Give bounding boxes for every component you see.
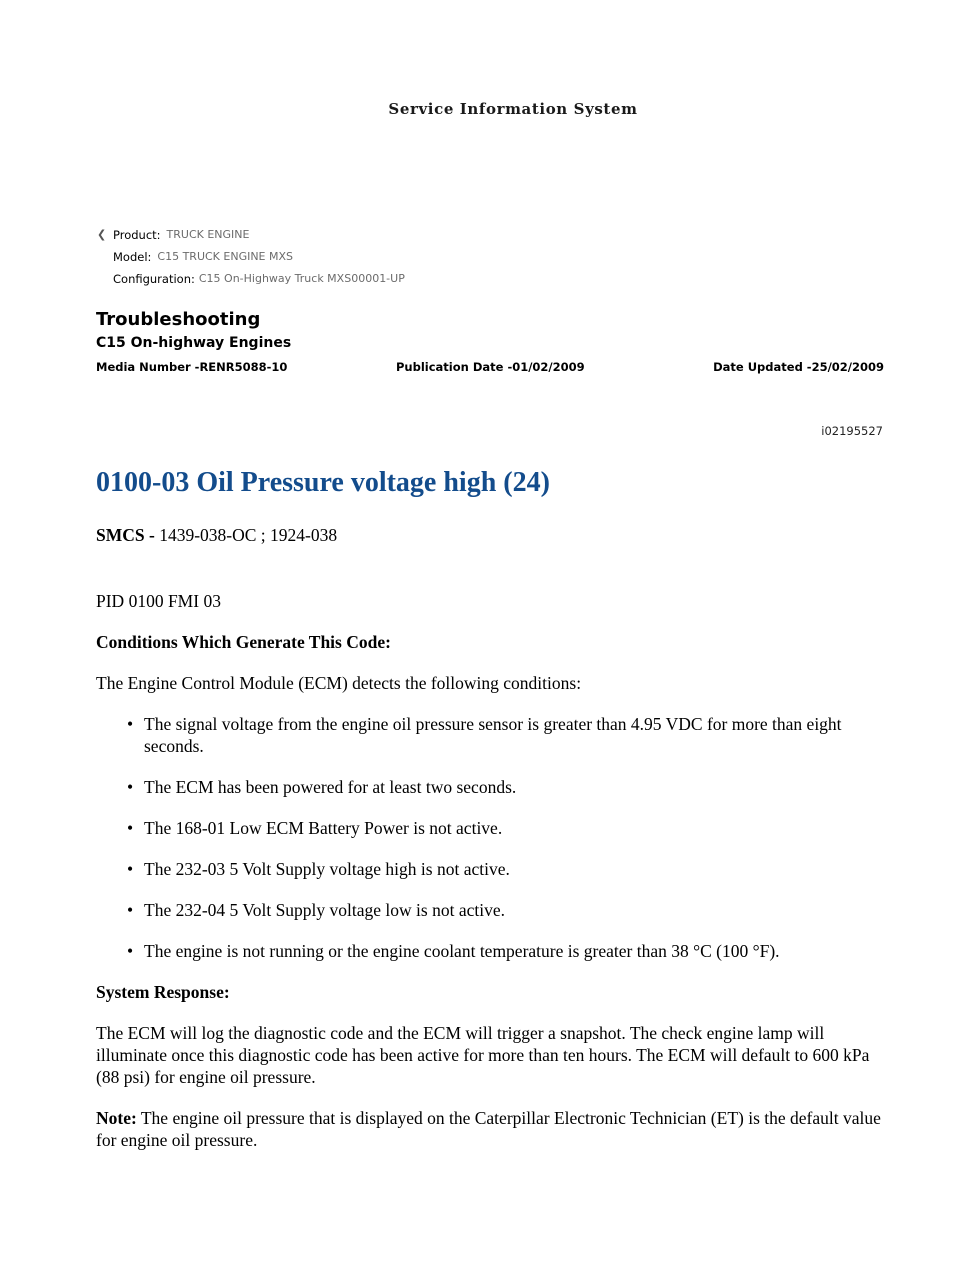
date-updated: Date Updated -25/02/2009 [713,360,884,374]
publication-date: Publication Date -01/02/2009 [396,360,585,374]
product-value: TRUCK ENGINE [166,228,250,241]
configuration-value: C15 On-Highway Truck MXS00001-UP [198,272,405,285]
note-text: The engine oil pressure that is displayed on the Caterpillar Electronic Technician (ET) is the default value for engine oil pressure. [96,1108,881,1150]
conditions-intro: The Engine Control Module (ECM) detects the following conditions: [96,673,582,693]
document-header [96,308,884,378]
note-label: Note: [96,1108,137,1128]
media-number: Media Number -RENR5088-10 [96,360,288,374]
list-item: • The 168-01 Low ECM Battery Power is not active. [127,818,503,838]
list-item: • The 232-03 5 Volt Supply voltage high is not active. [127,859,510,879]
list-item: • The 232-04 5 Volt Supply voltage low is not active. [127,900,505,920]
document-title: Troubleshooting [96,309,261,330]
model-value: C15 TRUCK ENGINE MXS [157,250,294,263]
document-id: i02195527 [821,424,883,438]
note-paragraph [96,1107,886,1151]
response-heading: System Response: [96,982,230,1002]
product-info [97,224,405,290]
article-heading: 0100-03 Oil Pressure voltage high (24) [96,467,550,498]
pid-line: PID 0100 FMI 03 [96,591,221,611]
conditions-list [96,713,886,962]
system-title: Service Information System [388,100,638,118]
response-text: The ECM will log the diagnostic code and the ECM will trigger a snapshot. The check engine lamp will illuminate once this diagnostic code has been active for more than ten hours. The ECM will default to 600 kPa (88 psi) for engine oil pressure. [96,1023,870,1087]
product-label: Product: [113,228,161,242]
chevron-left-icon[interactable]: ❮ [97,228,107,241]
smcs-line [96,524,886,546]
document-subtitle: C15 On-highway Engines [96,335,292,351]
smcs-value: 1439-038-OC ; 1924-038 [154,525,338,545]
list-item: • The signal voltage from the engine oil pressure sensor is greater than 4.95 VDC for more than eight seconds. [127,714,842,756]
conditions-heading: Conditions Which Generate This Code: [96,632,391,652]
product-row [97,224,405,246]
model-row [97,246,405,268]
list-item: • The engine is not running or the engine coolant temperature is greater than 38 °C (100 °F). [127,941,780,961]
configuration-row [97,268,405,290]
smcs-label: SMCS - [96,525,155,545]
model-label: Model: [113,250,152,264]
configuration-label: Configuration: [113,272,195,286]
list-item: • The ECM has been powered for at least two seconds. [127,777,517,797]
article-content [96,464,886,1151]
document-meta [96,356,884,378]
